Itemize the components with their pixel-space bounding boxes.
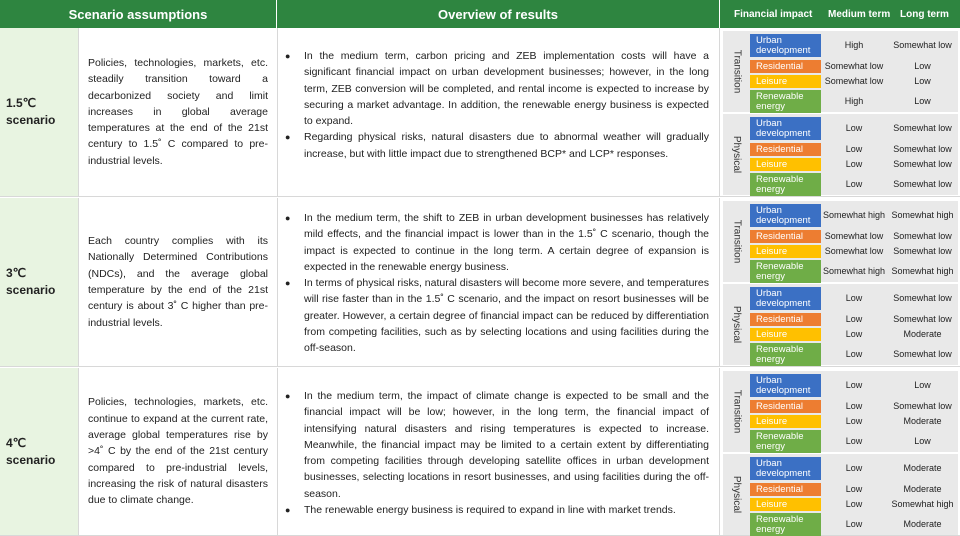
business-segment: Renewable energy <box>750 173 821 196</box>
header-overview-of-results: Overview of results <box>277 0 719 28</box>
header-financial-impact: Financial impact <box>734 8 813 20</box>
business-segment: Urban development <box>750 374 821 397</box>
overview-bullet: ● In the medium term, the impact of climate change is expected to be small and the financial impact will be low; however, in the long term, the financial impact of intensifying natural disasters and rising temperatures is expected to increase. Meanwhile, the financial impact may be limited to a certain extent by differentiating from competing facilities through developing satellite offices in urban development businesses, selecting locations in resort businesses, and using facilities during the off-season. <box>304 388 709 502</box>
medium-term-value: Low <box>845 349 863 359</box>
scenario-assumptions: Each country complies with its Nationally Determined Contributions (NDCs), and the average global temperature by the end of the 21st century is about 3˚ C higher than pre-industrial levels. <box>88 235 268 329</box>
impact-type-label: Transition <box>731 49 743 94</box>
business-segment: Urban development <box>750 457 821 480</box>
long-term-value: Somewhat low <box>893 314 952 324</box>
medium-term-value: Low <box>845 179 863 189</box>
medium-term-value: Somewhat low <box>824 61 884 71</box>
scenario-name: 3℃ scenario <box>0 198 79 366</box>
business-segment: Renewable energy <box>750 343 821 366</box>
long-term-value: Somewhat low <box>893 401 952 411</box>
medium-term-value: Somewhat high <box>822 210 886 220</box>
business-segment: Renewable energy <box>750 513 821 536</box>
medium-term-value: Low <box>845 436 863 446</box>
long-term-value: Low <box>914 436 931 446</box>
long-term-value: Moderate <box>903 463 942 473</box>
medium-term-value: High <box>844 40 864 50</box>
impact-group <box>723 31 958 112</box>
long-term-value: Low <box>914 61 931 71</box>
business-segment: Urban development <box>750 117 821 140</box>
header-scenario-assumptions: Scenario assumptions <box>0 0 276 28</box>
medium-term-value: Low <box>845 380 863 390</box>
impact-group <box>723 371 958 452</box>
scenario-row <box>0 368 960 536</box>
scenario-row <box>0 198 960 367</box>
impact-group-label <box>723 371 751 452</box>
long-term-value: Low <box>914 380 931 390</box>
business-segment: Residential <box>750 483 821 496</box>
business-segment: Leisure <box>750 245 821 258</box>
scenario-assumptions: Policies, technologies, markets, etc. continue to expand at the current rate, average global temperatures rise by >4˚ C by the end of the 21st century compared to pre-industrial levels, increasing the risk of natural disasters due to climate change. <box>88 396 268 507</box>
overview-cell <box>277 198 720 366</box>
impact-group-label <box>723 31 751 112</box>
long-term-value: Somewhat low <box>893 246 952 256</box>
scenario-name: 4℃ scenario <box>0 368 79 535</box>
impact-type-label: Physical <box>731 135 743 174</box>
medium-term-value: Somewhat low <box>824 246 884 256</box>
long-term-value: Somewhat low <box>893 159 952 169</box>
medium-term-value: Low <box>845 484 863 494</box>
long-term-value: Moderate <box>903 416 942 426</box>
overview-cell <box>277 28 720 196</box>
business-segment: Leisure <box>750 158 821 171</box>
impact-group-label <box>723 201 751 282</box>
impact-type-label: Physical <box>731 475 743 514</box>
long-term-value: Moderate <box>903 519 942 529</box>
financial-impact-cell <box>721 28 960 196</box>
medium-term-value: Low <box>845 144 863 154</box>
scenario-row <box>0 28 960 197</box>
medium-term-value: Somewhat low <box>824 76 884 86</box>
medium-term-value: Somewhat high <box>822 266 886 276</box>
overview-cell <box>277 368 720 535</box>
impact-group <box>723 114 958 195</box>
header-medium-term: Medium term <box>828 8 891 20</box>
overview-bullet: ● The renewable energy business is required to expand in line with market trends. <box>304 502 709 518</box>
medium-term-value: Low <box>845 329 863 339</box>
long-term-value: Somewhat low <box>893 179 952 189</box>
financial-impact-cell <box>721 368 960 535</box>
impact-type-label: Transition <box>731 389 743 434</box>
business-segment: Residential <box>750 60 821 73</box>
impact-group-label <box>723 114 751 195</box>
long-term-value: Somewhat high <box>891 499 954 509</box>
long-term-value: Somewhat high <box>891 210 954 220</box>
business-segment: Residential <box>750 230 821 243</box>
long-term-value: Somewhat low <box>893 123 952 133</box>
medium-term-value: Low <box>845 401 863 411</box>
financial-impact-cell <box>721 198 960 366</box>
overview-bullet: ● In the medium term, carbon pricing and ZEB implementation costs will have a significant financial impact on urban development businesses; however, in the long term, ZEB conversion will be completed, and rental income is expected to increase by securing a market advantage. In addition, the renewable energy business is expected to expand. <box>304 48 709 129</box>
header-financial-columns <box>720 0 960 28</box>
business-segment: Renewable energy <box>750 90 821 113</box>
business-segment: Leisure <box>750 328 821 341</box>
medium-term-value: Somewhat low <box>824 231 884 241</box>
long-term-value: Low <box>914 96 931 106</box>
overview-bullet: ● In the medium term, the shift to ZEB in urban development businesses has relatively mild effects, and the financial impact is lower than in the 1.5˚ C scenario, though the impact is expected to continue in the long term. A certain degree of expansion is expected in the renewable energy business. <box>304 210 709 275</box>
long-term-value: Moderate <box>903 329 942 339</box>
long-term-value: Somewhat low <box>893 40 952 50</box>
long-term-value: Somewhat low <box>893 349 952 359</box>
business-segment: Urban development <box>750 287 821 310</box>
business-segment: Renewable energy <box>750 260 821 283</box>
long-term-value: Moderate <box>903 484 942 494</box>
overview-bullet: ● In terms of physical risks, natural disasters will become more severe, and temperatures will rise faster than in the 1.5˚ C scenario, and the impact on resort businesses will be greater. However, a certain degree of financial impact can be reduced by differentiation from competing facilities, such as by selecting locations and using facilities during the off-season. <box>304 275 709 356</box>
business-segment: Renewable energy <box>750 430 821 453</box>
long-term-value: Somewhat low <box>893 144 952 154</box>
medium-term-value: Low <box>845 159 863 169</box>
medium-term-value: Low <box>845 293 863 303</box>
scenario-name: 1.5℃ scenario <box>0 28 79 196</box>
impact-group-label <box>723 284 751 365</box>
medium-term-value: Low <box>845 499 863 509</box>
business-segment: Leisure <box>750 75 821 88</box>
impact-type-label: Physical <box>731 305 743 344</box>
business-segment: Residential <box>750 313 821 326</box>
scenario-assumptions: Policies, technologies, markets, etc. steadily transition toward a decarbonized society and limit increases in global average temperatures at the end of the 21st century to 1.5˚ C compared to pre-industrial levels. <box>88 56 268 167</box>
impact-group <box>723 284 958 365</box>
long-term-value: Somewhat low <box>893 231 952 241</box>
business-segment: Residential <box>750 143 821 156</box>
long-term-value: Low <box>914 76 931 86</box>
impact-group <box>723 454 958 535</box>
medium-term-value: Low <box>845 416 863 426</box>
medium-term-value: Low <box>845 519 863 529</box>
long-term-value: Somewhat high <box>891 266 954 276</box>
medium-term-value: Low <box>845 463 863 473</box>
long-term-value: Somewhat low <box>893 293 952 303</box>
header-long-term: Long term <box>900 8 949 20</box>
business-segment: Residential <box>750 400 821 413</box>
impact-group <box>723 201 958 282</box>
impact-group-label <box>723 454 751 535</box>
overview-bullet: ● Regarding physical risks, natural disasters due to abnormal weather will gradually increase, but with little impact due to strengthened BCP* and LCP* responses. <box>304 129 709 162</box>
business-segment: Urban development <box>750 204 821 227</box>
business-segment: Urban development <box>750 34 821 57</box>
impact-type-label: Transition <box>731 219 743 264</box>
medium-term-value: Low <box>845 314 863 324</box>
business-segment: Leisure <box>750 498 821 511</box>
business-segment: Leisure <box>750 415 821 428</box>
medium-term-value: Low <box>845 123 863 133</box>
medium-term-value: High <box>844 96 864 106</box>
